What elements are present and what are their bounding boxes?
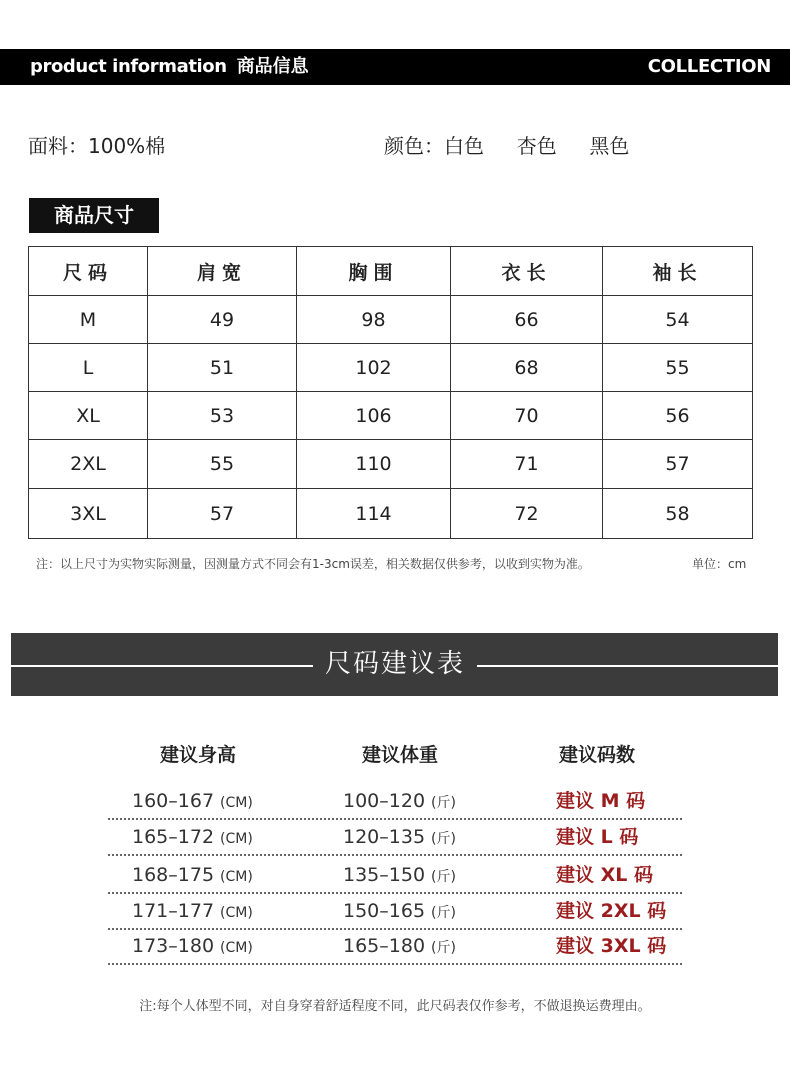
cell-chest: 102 [297,344,451,392]
cell-length: 70 [451,392,603,440]
size-table [28,246,753,539]
weight-unit: (斤) [431,795,456,811]
header-weight: 建议体重 [361,744,438,766]
header-shoulder: 肩宽 [148,247,297,296]
cell-chest: 114 [297,489,451,539]
header-suggest-size: 建议码数 [558,744,635,766]
table-row [29,296,753,344]
weight-range [343,818,456,854]
height-range [132,818,253,854]
weight-value: 135–150 [343,864,426,886]
cell-size: M [29,296,148,344]
cell-size: XL [29,392,148,440]
material-value: 100%棉 [88,134,166,158]
size-section-tag: 商品尺寸 [29,198,159,233]
height-range [132,892,253,928]
suggested-size: 建议 M 码 [556,790,646,812]
weight-value: 150–165 [343,900,426,922]
suggestion-title [0,633,790,696]
cell-length: 72 [451,489,603,539]
cell-chest: 110 [297,440,451,489]
height-unit: (CM) [220,795,253,811]
color-info [384,130,629,159]
weight-range [343,892,456,928]
unit-label: 单位：cm [692,557,747,571]
height-value: 171–177 [132,900,215,922]
weight-unit: (斤) [431,905,456,921]
cell-shoulder: 53 [148,392,297,440]
weight-range [343,856,456,892]
cell-length: 68 [451,344,603,392]
weight-unit: (斤) [431,940,456,956]
header-chest: 胸围 [297,247,451,296]
list-item [108,892,682,930]
height-value: 173–180 [132,935,215,957]
weight-value: 100–120 [343,790,426,812]
height-value: 168–175 [132,864,215,886]
header-height: 建议身高 [159,744,236,766]
height-unit: (CM) [220,940,253,956]
list-item [108,818,682,856]
cell-shoulder: 51 [148,344,297,392]
cell-sleeve: 56 [603,392,753,440]
cell-shoulder: 57 [148,489,297,539]
header-size: 尺码 [29,247,148,296]
table-row [29,489,753,539]
cell-length: 66 [451,296,603,344]
height-range [132,927,253,963]
cell-length: 71 [451,440,603,489]
list-item [108,782,682,820]
height-value: 165–172 [132,826,215,848]
weight-value: 120–135 [343,826,426,848]
weight-range [343,782,456,818]
table-row [29,344,753,392]
cell-size: 2XL [29,440,148,489]
collection-label: COLLECTION [647,56,771,77]
height-unit: (CM) [220,831,253,847]
header-title-en: product information [30,56,227,77]
material-info [28,130,165,159]
cell-sleeve: 54 [603,296,753,344]
header-title-cn: 商品信息 [236,56,309,77]
cell-chest: 106 [297,392,451,440]
height-range [132,782,253,818]
material-label: 面料： [28,134,88,158]
suggested-size: 建议 2XL 码 [556,900,667,922]
cell-size: 3XL [29,489,148,539]
list-item [108,856,682,894]
header-sleeve: 袖长 [603,247,753,296]
size-note: 注：以上尺寸为实物实际测量，因测量方式不同会有1-3cm误差，相关数据仅供参考，以收到实物为准。 [36,557,590,571]
suggestion-note: 注:每个人体型不同，对自身穿着舒适程度不同，此尺码表仅作参考，不做退换运费理由。 [139,999,651,1014]
color-label: 颜色： [384,134,444,158]
cell-sleeve: 57 [603,440,753,489]
height-value: 160–167 [132,790,215,812]
color-value: 白色 杏色 黑色 [444,134,630,158]
cell-shoulder: 49 [148,296,297,344]
cell-sleeve: 55 [603,344,753,392]
cell-size: L [29,344,148,392]
height-range [132,856,253,892]
table-row [29,392,753,440]
weight-unit: (斤) [431,869,456,885]
suggested-size: 建议 L 码 [556,826,639,848]
cell-shoulder: 55 [148,440,297,489]
list-item [108,927,682,965]
cell-sleeve: 58 [603,489,753,539]
weight-unit: (斤) [431,831,456,847]
suggestion-title-text: 尺码建议表 [313,649,477,679]
cell-chest: 98 [297,296,451,344]
height-unit: (CM) [220,869,253,885]
weight-value: 165–180 [343,935,426,957]
header-length: 衣长 [451,247,603,296]
suggested-size: 建议 3XL 码 [556,935,667,957]
height-unit: (CM) [220,905,253,921]
weight-range [343,927,456,963]
table-row [29,440,753,489]
header-title [30,49,309,85]
size-table-header-row [29,247,753,296]
suggested-size: 建议 XL 码 [556,864,653,886]
